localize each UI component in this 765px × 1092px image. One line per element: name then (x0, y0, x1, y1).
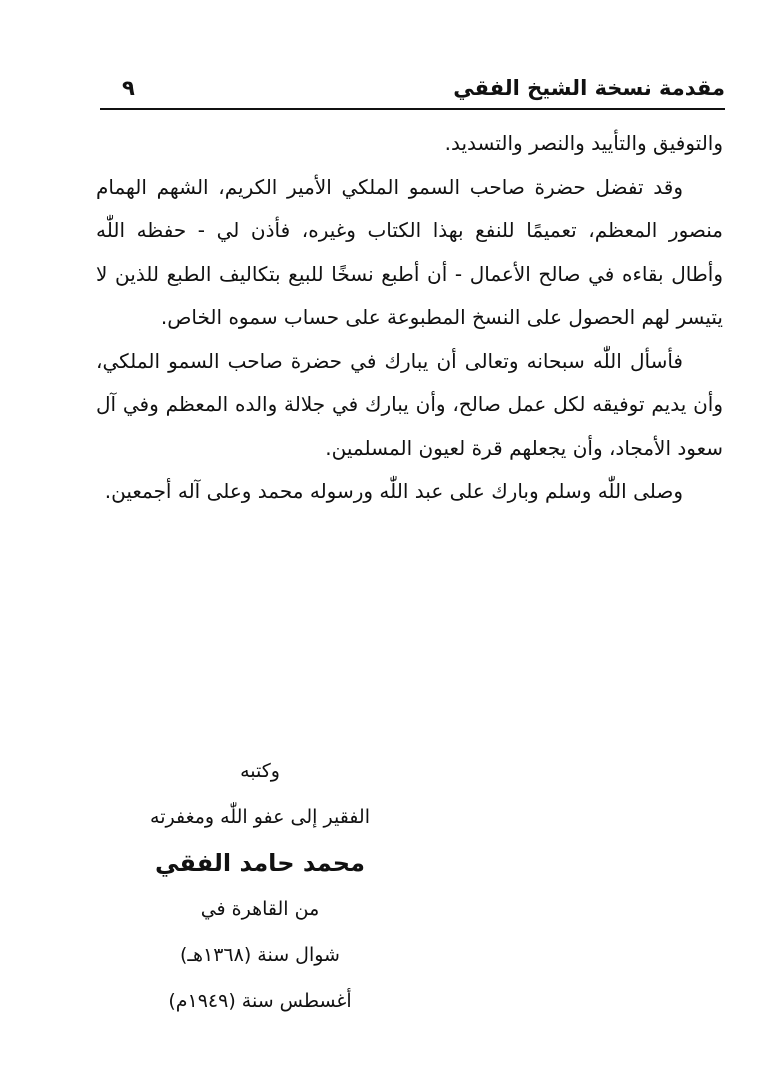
body-text (96, 122, 723, 514)
paragraph-4: وصلى اللّٰه وسلم وبارك على عبد اللّٰه ورسوله محمد وعلى آله أجمعين. (104, 479, 683, 503)
paragraph-3: فأسأل اللّٰه سبحانه وتعالى أن يبارك في حضرة صاحب السمو الملكي، وأن يديم توفيقه لكل عمل صالح، وأن يبارك في جلالة والده المعظم وفي آل سعود الأمجاد، وأن يجعلهم قرة لعيون المسلمين. (96, 348, 723, 460)
paragraph-1: والتوفيق والتأييد والنصر والتسديد. (444, 131, 723, 155)
gregorian-date: أغسطس سنة (١٩٤٩م) (168, 990, 352, 1012)
signature-place: من القاهرة في (200, 898, 320, 920)
page-number: ٩ (122, 76, 135, 100)
signature-humble-line: الفقير إلى عفو اللّٰه ومغفرته (150, 806, 370, 828)
hijri-date: شوال سنة (١٣٦٨هـ) (180, 944, 340, 966)
paragraph-2: وقد تفضل حضرة صاحب السمو الملكي الأمير الكريم، الشهم الهمام منصور المعظم، تعميمًا للنفع بهذا الكتاب وغيره، فأذن لي - حفظه اللّٰه وأطال بقاءه في صالح الأعمال - أن أطبع نسخًا للبيع بتكاليف الطبع للذين لا يتيسر لهم الحصول على النسخ المطبوعة على حساب سموه الخاص. (96, 174, 723, 329)
author-name: محمد حامد الفقي (155, 849, 365, 877)
header-rule (100, 108, 725, 110)
running-title: مقدمة نسخة الشيخ الفقي (453, 76, 725, 100)
page-header (100, 72, 725, 106)
signature-wrote-it: وكتبه (240, 760, 280, 782)
signature-block (120, 748, 400, 1024)
